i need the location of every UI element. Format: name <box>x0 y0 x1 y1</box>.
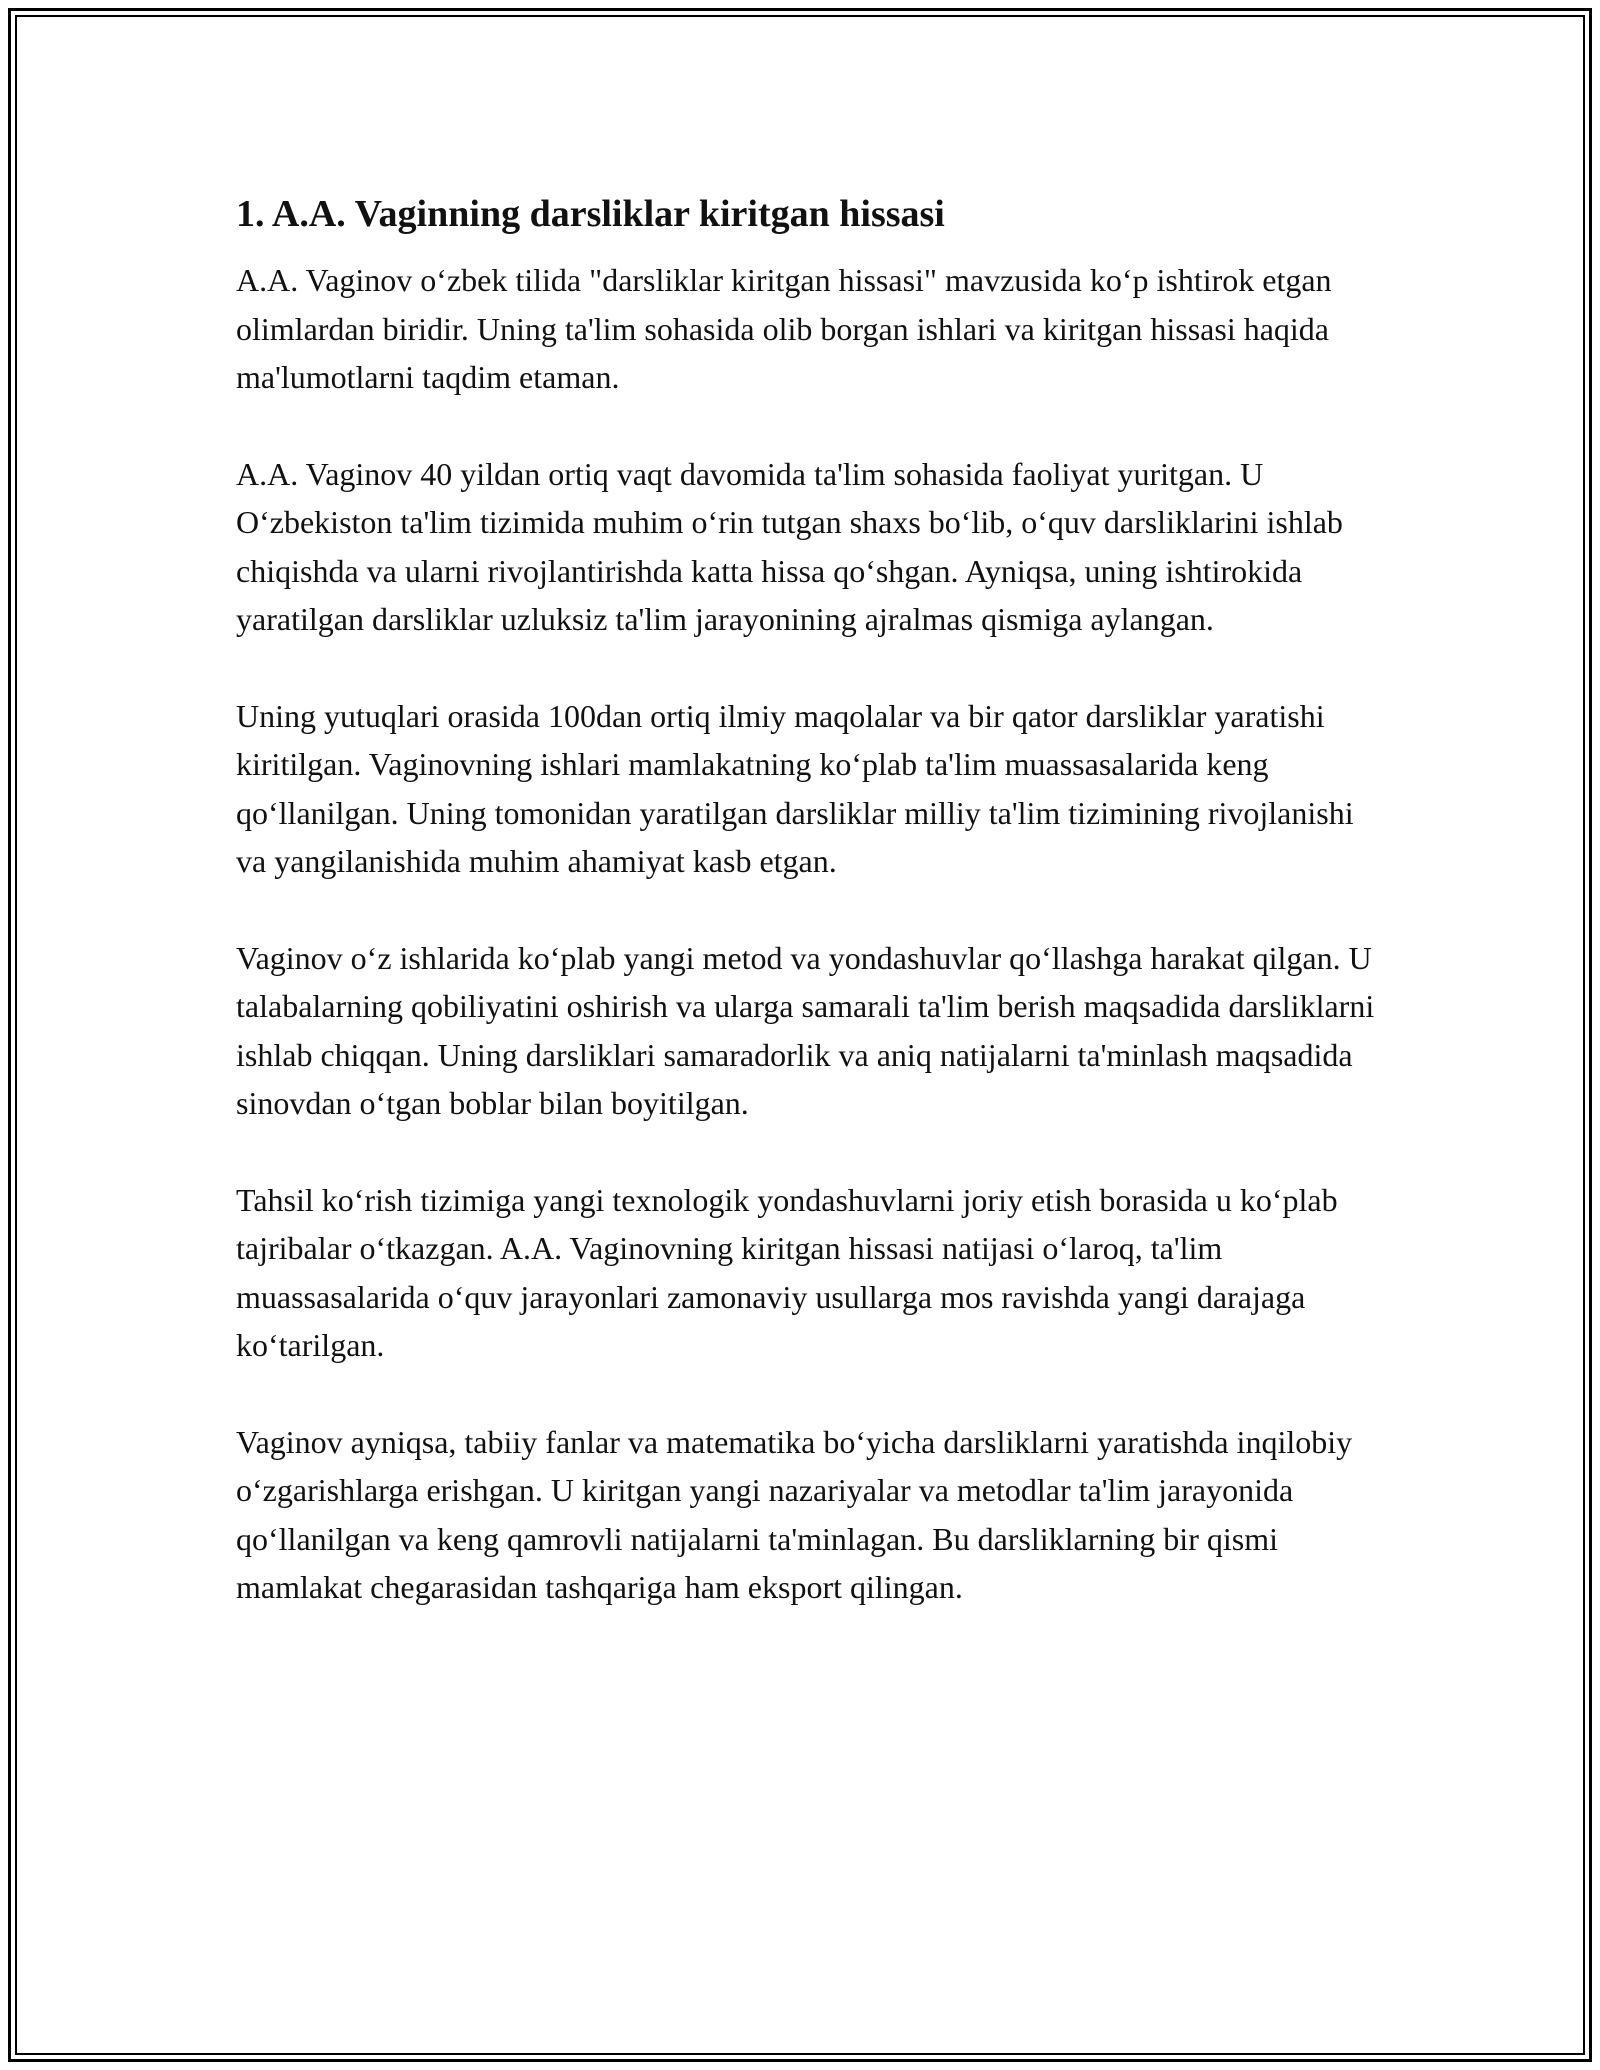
paragraph-2: A.A. Vaginov 40 yildan ortiq vaqt davomida ta'lim sohasida faoliyat yuritgan. U O‘zbekiston ta'lim tizimida muhim o‘rin tutgan shaxs bo‘lib, o‘quv darsliklarini ishlab chiqishda va ularni rivojlantirishda katta hissa qo‘shgan. Ayniqsa, uning ishtirokida yaratilgan darsliklar uzluksiz ta'lim jarayonining ajralmas qismiga aylangan. <box>236 455 1343 637</box>
paragraph-3: Uning yutuqlari orasida 100dan ortiq ilmiy maqolalar va bir qator darsliklar yaratishi kiritilgan. Vaginovning ishlari mamlakatning ko‘plab ta'lim muassasalarida keng qo‘llanilgan. Uning tomonidan yaratilgan darsliklar milliy ta'lim tizimining rivojlanishi va yangilanishida muhim ahamiyat kasb etgan. <box>236 697 1354 879</box>
document-body <box>236 190 1376 1660</box>
paragraph-1: A.A. Vaginov o‘zbek tilida "darsliklar kiritgan hissasi" mavzusida ko‘p ishtirok etgan olimlardan biridir. Uning ta'lim sohasida olib borgan ishlari va kiritgan hissasi haqida ma'lumotlarni taqdim etaman. <box>236 262 1332 395</box>
paragraph-6: Vaginov ayniqsa, tabiiy fanlar va matematika bo‘yicha darsliklarni yaratishda inqilobiy o‘zgarishlarga erishgan. U kiritgan yangi nazariyalar va metodlar ta'lim jarayonida qo‘llanilgan va keng qamrovli natijalarni ta'minlagan. Bu darsliklarning bir qismi mamlakat chegarasidan tashqariga ham eksport qilingan. <box>236 1423 1353 1605</box>
section-heading: 1. A.A. Vaginning darsliklar kiritgan hissasi <box>236 193 945 235</box>
paragraph-4: Vaginov o‘z ishlarida ko‘plab yangi metod va yondashuvlar qo‘llashga harakat qilgan. U talabalarning qobiliyatini oshirish va ularga samarali ta'lim berish maqsadida darsliklarni ishlab chiqqan. Uning darsliklari samaradorlik va aniq natijalarni ta'minlash maqsadida sinovdan o‘tgan boblar bilan boyitilgan. <box>236 939 1375 1121</box>
paragraph-5: Tahsil ko‘rish tizimiga yangi texnologik yondashuvlarni joriy etish borasida u ko‘plab tajribalar o‘tkazgan. A.A. Vaginovning kiritgan hissasi natijasi o‘laroq, ta'lim muassasalarida o‘quv jarayonlari zamonaviy usullarga mos ravishda yangi darajaga ko‘tarilgan. <box>236 1181 1338 1363</box>
